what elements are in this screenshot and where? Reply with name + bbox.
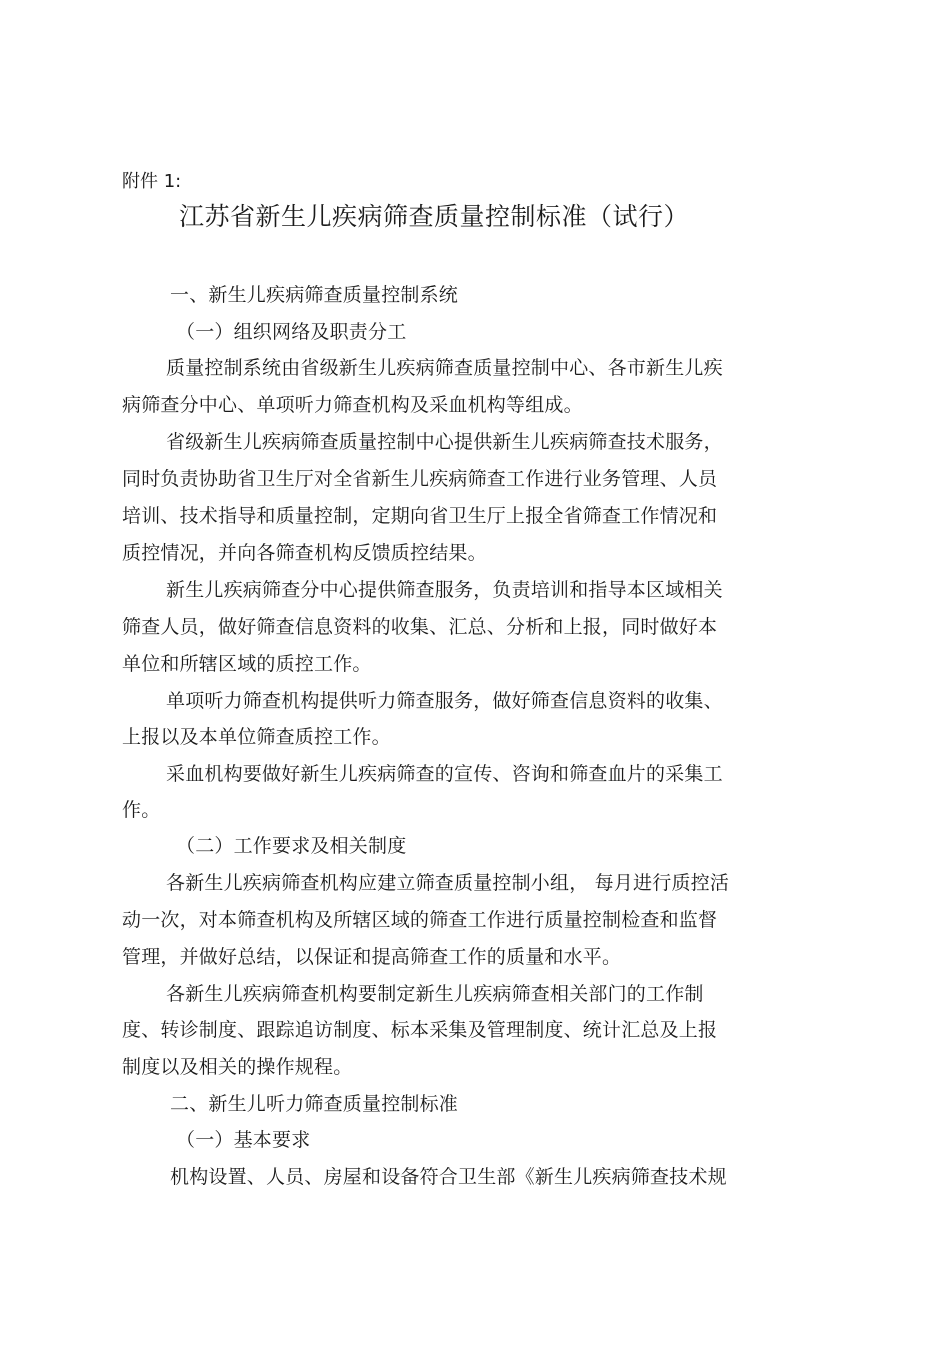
paragraph-line: 省级新生儿疾病筛查质量控制中心提供新生儿疾病筛查技术服务， <box>166 431 723 453</box>
paragraph-line: 培训、技术指导和质量控制，定期向省卫生厅上报全省筛查工作情况和 <box>122 505 718 527</box>
section-heading-2: 二、新生儿听力筛查质量控制标准 <box>170 1093 459 1115</box>
paragraph-line: 上报以及本单位筛查质控工作。 <box>122 726 391 748</box>
paragraph-line: 动一次，对本筛查机构及所辖区域的筛查工作进行质量控制检查和监督 <box>122 909 718 931</box>
paragraph-line: 各新生儿疾病筛查机构要制定新生儿疾病筛查相关部门的工作制 <box>166 983 704 1005</box>
paragraph-line: 制度以及相关的操作规程。 <box>122 1056 353 1078</box>
paragraph-line: 单项听力筛查机构提供听力筛查服务，做好筛查信息资料的收集、 <box>166 690 723 712</box>
document-title: 江苏省新生儿疾病筛查质量控制标准（试行） <box>179 202 690 231</box>
subsection-heading: （一）组织网络及职责分工 <box>176 321 407 343</box>
paragraph-line: 管理，并做好总结，以保证和提高筛查工作的质量和水平。 <box>122 946 622 968</box>
subsection-heading: （二）工作要求及相关制度 <box>176 835 407 857</box>
paragraph-line: 病筛查分中心、单项听力筛查机构及采血机构等组成。 <box>122 394 583 416</box>
paragraph-line: 质量控制系统由省级新生儿疾病筛查质量控制中心、各市新生儿疾 <box>166 357 723 379</box>
paragraph-line: 单位和所辖区域的质控工作。 <box>122 653 372 675</box>
paragraph-line: 同时负责协助省卫生厅对全省新生儿疾病筛查工作进行业务管理、人员 <box>122 468 718 490</box>
paragraph-line: 机构设置、人员、房屋和设备符合卫生部《新生儿疾病筛查技术规 <box>170 1166 727 1188</box>
paragraph-line: 筛查人员，做好筛查信息资料的收集、汇总、分析和上报，同时做好本 <box>122 616 718 638</box>
paragraph-line: 各新生儿疾病筛查机构应建立筛查质量控制小组， 每月进行质控活 <box>166 872 730 894</box>
paragraph-line: 质控情况，并向各筛查机构反馈质控结果。 <box>122 542 487 564</box>
paragraph-line: 度、转诊制度、跟踪追访制度、标本采集及管理制度、统计汇总及上报 <box>122 1019 718 1041</box>
subsection-heading: （一）基本要求 <box>176 1129 311 1151</box>
paragraph-line: 新生儿疾病筛查分中心提供筛查服务，负责培训和指导本区域相关 <box>166 579 723 601</box>
paragraph-line: 采血机构要做好新生儿疾病筛查的宣传、咨询和筛查血片的采集工 <box>166 763 723 785</box>
section-heading-1: 一、新生儿疾病筛查质量控制系统 <box>170 284 459 306</box>
attachment-label: 附件 1: <box>122 171 182 192</box>
paragraph-line: 作。 <box>122 799 161 821</box>
